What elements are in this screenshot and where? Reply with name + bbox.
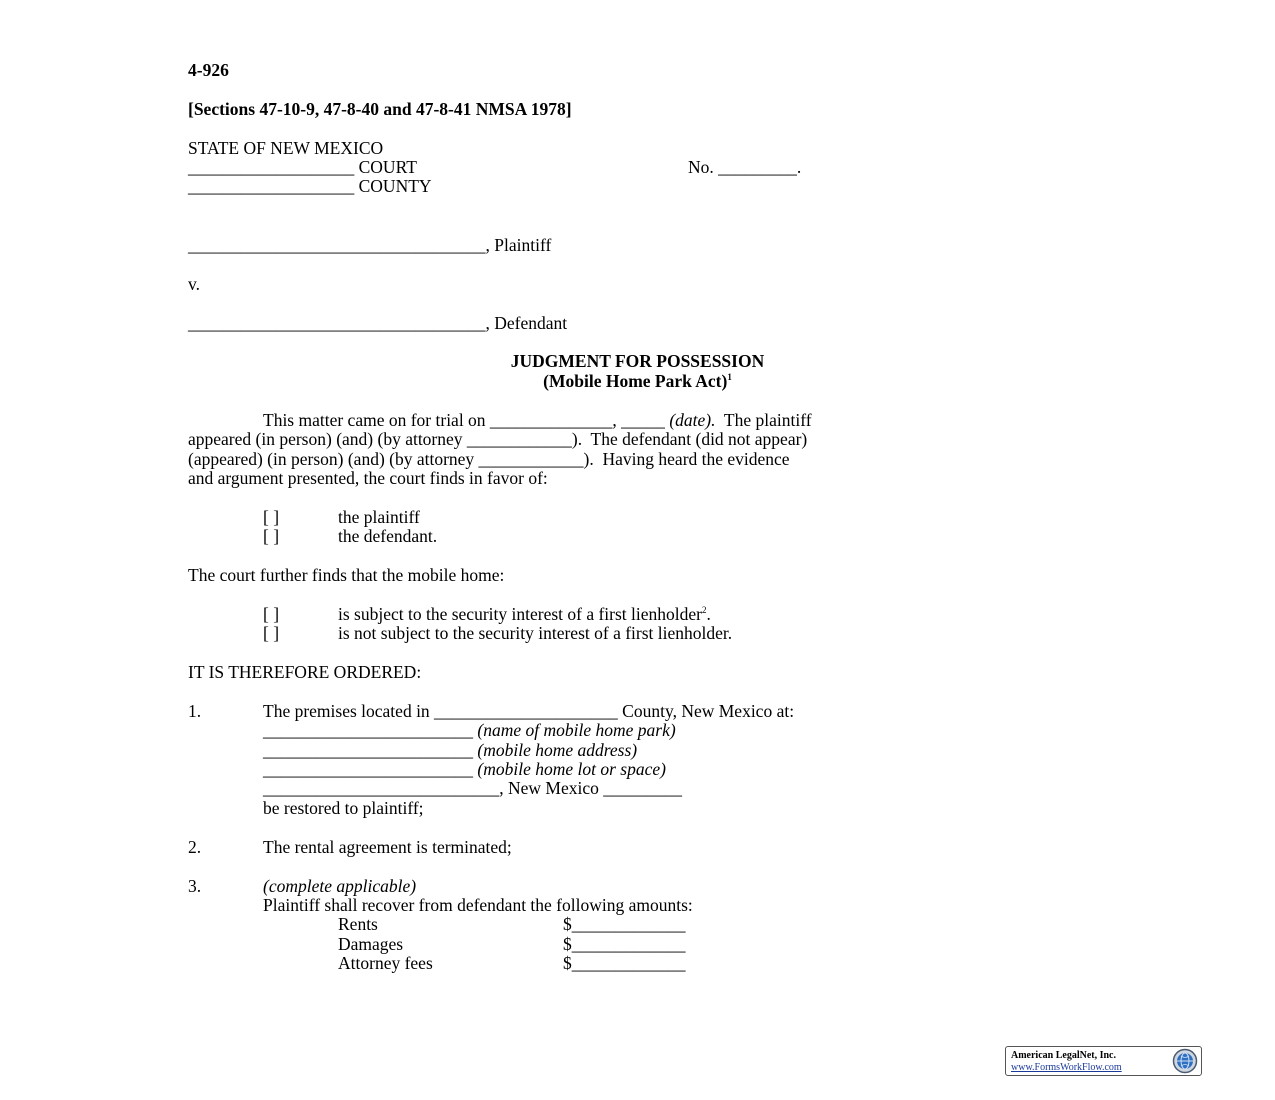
amount-rents-label: Rents xyxy=(338,914,378,934)
intro-line-1 xyxy=(263,411,812,430)
amount-damages-value: $_____________ xyxy=(563,934,686,954)
amount-rents-value: $_____________ xyxy=(563,914,686,934)
finding-defendant-label: the defendant. xyxy=(338,526,438,546)
amount-damages-label: Damages xyxy=(338,934,404,954)
court-line: ___________________ COURT xyxy=(188,157,417,177)
intro-line-3: (appeared) (in person) (and) (by attorney ____________). Having heard the evidence xyxy=(188,449,790,469)
state-caption: STATE OF NEW MEXICO xyxy=(188,138,384,158)
amount-attorney-fees-label: Attorney fees xyxy=(338,953,433,973)
case-number: No. _________. xyxy=(688,157,802,177)
date-hint: (date). xyxy=(669,410,716,430)
footnote-2: 2 xyxy=(702,605,707,616)
lien-subject-end: . xyxy=(706,604,711,624)
finding-plaintiff-label: the plaintiff xyxy=(338,507,420,527)
globe-logo-icon xyxy=(1172,1048,1198,1074)
intro-line-2: appeared (in person) (and) (by attorney ____________). The defendant (did not appear) xyxy=(188,429,808,449)
intro-line-1-text: This matter came on for trial on ______________, _____ xyxy=(263,410,670,430)
lot-space-blank: ________________________ xyxy=(263,759,478,779)
lien-subject-label xyxy=(338,605,711,624)
judgment-subtitle xyxy=(0,372,1275,391)
judgment-title: JUDGMENT FOR POSSESSION xyxy=(510,351,765,371)
checkbox-subject-to-lien[interactable]: [ ] xyxy=(263,604,280,624)
form-number: 4-926 xyxy=(188,60,229,80)
lot-space-hint: (mobile home lot or space) xyxy=(477,759,666,779)
lien-subject-text: is subject to the security interest of a first lienholder xyxy=(338,604,702,624)
home-address-hint: (mobile home address) xyxy=(477,740,638,760)
lien-not-subject-label: is not subject to the security interest of a first lienholder. xyxy=(338,623,733,643)
order-1-premises: The premises located in _____________________ County, New Mexico at: xyxy=(263,701,795,721)
home-address-blank: ________________________ xyxy=(263,740,478,760)
footer-badge[interactable] xyxy=(1005,1046,1202,1076)
checkbox-plaintiff[interactable]: [ ] xyxy=(263,507,280,527)
city-state-zip-line: ___________________________, New Mexico _________ xyxy=(263,778,683,798)
versus: v. xyxy=(188,274,200,294)
defendant-line: __________________________________, Defendant xyxy=(188,313,568,333)
amount-attorney-fees-value: $_____________ xyxy=(563,953,686,973)
order-3-hint: (complete applicable) xyxy=(263,876,417,896)
order-2-number: 2. xyxy=(188,837,202,857)
home-address-line xyxy=(263,741,637,760)
statute-sections: [Sections 47-10-9, 47-8-40 and 47-8-41 NMSA 1978] xyxy=(188,99,572,119)
order-3-text: Plaintiff shall recover from defendant the following amounts: xyxy=(263,895,693,915)
county-line: ___________________ COUNTY xyxy=(188,176,432,196)
park-name-line xyxy=(263,721,676,740)
park-name-blank: ________________________ xyxy=(263,720,478,740)
checkbox-defendant[interactable]: [ ] xyxy=(263,526,280,546)
order-3-number: 3. xyxy=(188,876,202,896)
badge-url-link[interactable]: www.FormsWorkFlow.com xyxy=(1011,1062,1122,1073)
plaintiff-line: __________________________________, Plaintiff xyxy=(188,235,552,255)
order-1-number: 1. xyxy=(188,701,202,721)
lot-space-line xyxy=(263,760,666,779)
subtitle-text: (Mobile Home Park Act) xyxy=(543,371,728,391)
mobile-home-finding: The court further finds that the mobile home: xyxy=(188,565,505,585)
intro-line-4: and argument presented, the court finds in favor of: xyxy=(188,468,548,488)
park-name-hint: (name of mobile home park) xyxy=(477,720,676,740)
restored-to-plaintiff: be restored to plaintiff; xyxy=(263,798,424,818)
checkbox-not-subject-to-lien[interactable]: [ ] xyxy=(263,623,280,643)
footnote-1: 1 xyxy=(727,372,732,383)
intro-line-1-end: The plaintiff xyxy=(715,410,812,430)
order-2-text: The rental agreement is terminated; xyxy=(263,837,512,857)
badge-company: American LegalNet, Inc. xyxy=(1011,1050,1116,1061)
ordered-heading: IT IS THEREFORE ORDERED: xyxy=(188,662,422,682)
